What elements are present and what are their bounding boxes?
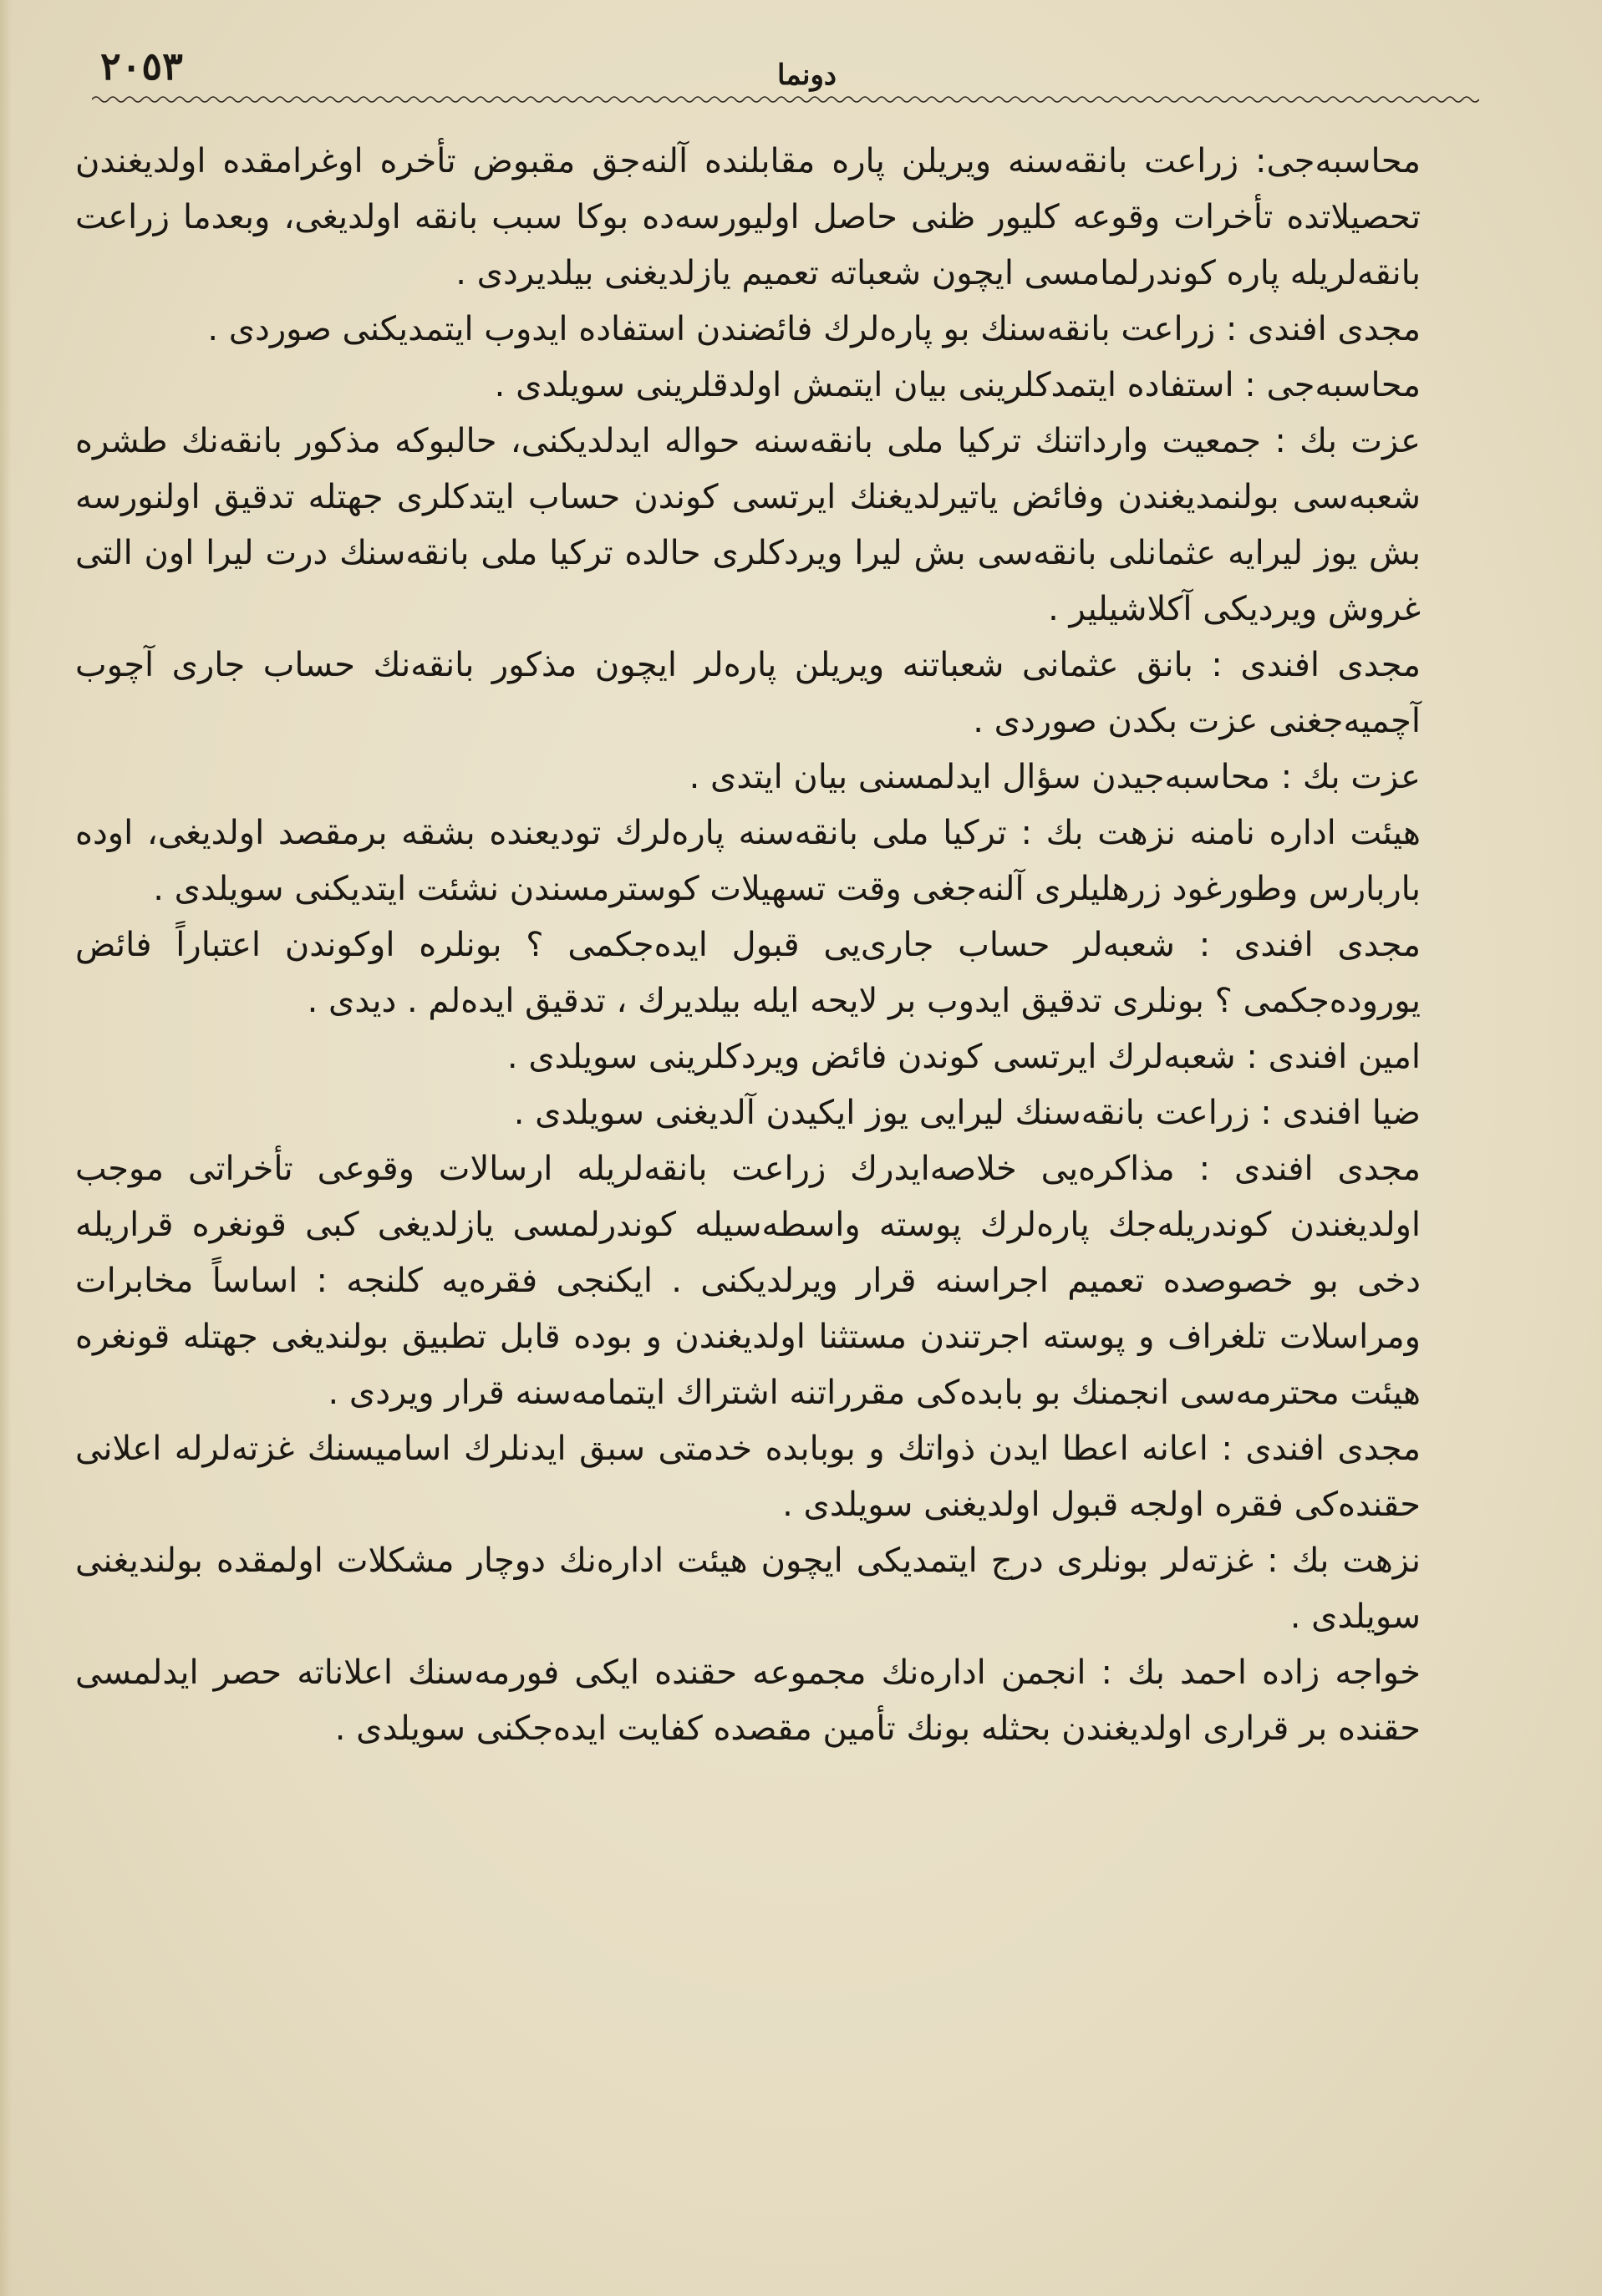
page-edge-shadow: [0, 0, 12, 2296]
paragraph-nuzhet-2: نزهت بك : غزته‌لر بونلری درج ایتمدیکی ایچون هیئت اداره‌نك دوچار مشکلات اولمقده بولندیغنی سویلدی .: [75, 1542, 1421, 1636]
paragraph-ziya-1: ضیا افندی : زراعت بانقه‌سنك لیرایی یوز ایکیدن آلدیغنی سویلدی .: [513, 1094, 1421, 1132]
page-number: ٢٠٥٣: [100, 43, 183, 89]
paragraph-muhasebeci-2: محاسبه‌جی : استفاده ایتمدکلرینی بیان ایتمش اولدقلرینی سویلدی .: [494, 366, 1421, 404]
paragraph-muhasebeci-1: محاسبه‌جی: زراعت بانقه‌سنه ویریلن پاره مقابلنده آلنه‌جق مقبوض تأخره اوغرامقده اولدیغندن تحصیلاتده تأخرات وقوعه کلیور ظنی حاصل اولیورسه‌ده بوکا سبب بانقه اولدیغی، وبعدما زراعت بانقه‌لریله پاره کوندرلمامسی ایچون شعباته تعمیم یازلدیغنی بیلدیردی .: [75, 142, 1421, 292]
paragraph-nuzhet-1: هیئت اداره نامنه نزهت بك : ترکیا ملی بانقه‌سنه پاره‌لرك تودیعنده بشقه برمقصد اولدیغی، اوده باربارس وطورغود زرهلیلری آلنه‌جغی وقت تسهیلات کوسترمسندن نشئت ایتدیکنی سویلدی .: [75, 814, 1421, 908]
paragraph-mecdi-4: مجدی افندی : مذاکره‌یی خلاصه‌ایدرك زراعت بانقه‌لریله ارسالات وقوعی تأخراتی موجب اولدیغندن کوندریله‌جك پاره‌لرك پوسته واسطه‌سیله کوندرلمسی یازلدیغی کبی قونغره قراریله دخی بو خصوصده تعمیم اجراسنه قرار ویرلدیکنی . ایکنجی فقره‌یه کلنجه : اساساً مخابرات ومراسلات تلغراف و پوسته اجرتندن مستثنا اولدیغندن و بوده قابل تطبیق بولندیغی جهتله قونغره هیئت محترمه‌سی انجمنك بو بابده‌کی مقرراتنه اشتراك ایتمامه‌سنه قرار ویردی .: [75, 1150, 1421, 1412]
paragraph-emin-1: امین افندی : شعبه‌لرك ایرتسی کوندن فائض ویردکلرینی سویلدی .: [506, 1038, 1421, 1076]
paragraph-mecdi-3: مجدی افندی : شعبه‌لر حساب جاری‌یی قبول ایده‌جکمی ؟ بونلره اوکوندن اعتباراً فائض یوروده‌جکمی ؟ بونلری تدقیق ایدوب بر لایحه ایله بیلدیرك ، تدقیق ایده‌لم . دیدی .: [75, 926, 1421, 1020]
body-text: [75, 134, 1479, 2273]
paragraph-izzet-2: عزت بك : محاسبه‌جیدن سؤال ایدلمسنی بیان ایتدی .: [689, 758, 1421, 796]
running-title: دونما: [777, 58, 837, 92]
header-wavy-rule: [92, 94, 1479, 105]
paragraph-izzet-1: عزت بك : جمعیت وارداتنك ترکیا ملی بانقه‌سنه حواله ایدلدیکنی، حالبوکه مذکور بانقه‌نك طشره شعبه‌سی بولنمدیغندن وفائض یاتیرلدیغنك ایرتسی کوندن حساب ایتدکلری جهتله تدقیق اولنورسه بش یوز لیرایه عثمانلی بانقه‌سی بش لیرا ویردکلری حالده ترکیا ملی بانقه‌سنك درت لیرا اون التی غروش ویردیکی آکلاشیلیر .: [75, 422, 1421, 628]
paragraph-mecdi-1: مجدی افندی : زراعت بانقه‌سنك بو پاره‌لرك فائضندن استفاده ایدوب ایتمدیکنی صوردی .: [207, 310, 1421, 348]
paragraph-mecdi-2: مجدی افندی : بانق عثمانی شعباتنه ویریلن پاره‌لر ایچون مذکور بانقه‌نك حساب جاری آچوب آچمیه‌جغنی عزت بکدن صوردی .: [75, 646, 1421, 740]
paragraph-hocazade-1: خواجه زاده احمد بك : انجمن اداره‌نك مجموعه حقنده ایکی فورمه‌سنك اعلاناته حصر ایدلمسی حقنده بر قراری اولدیغندن بحثله بونك تأمین مقصده کفایت ایده‌جکنی سویلدی .: [75, 1653, 1421, 1748]
paragraph-mecdi-5: مجدی افندی : اعانه اعطا ایدن ذواتك و بوبابده خدمتی سبق ایدنلرك اسامیسنك غزته‌لرله اعلانی حقنده‌کی فقره اولجه قبول اولدیغنی سویلدی .: [75, 1430, 1421, 1524]
